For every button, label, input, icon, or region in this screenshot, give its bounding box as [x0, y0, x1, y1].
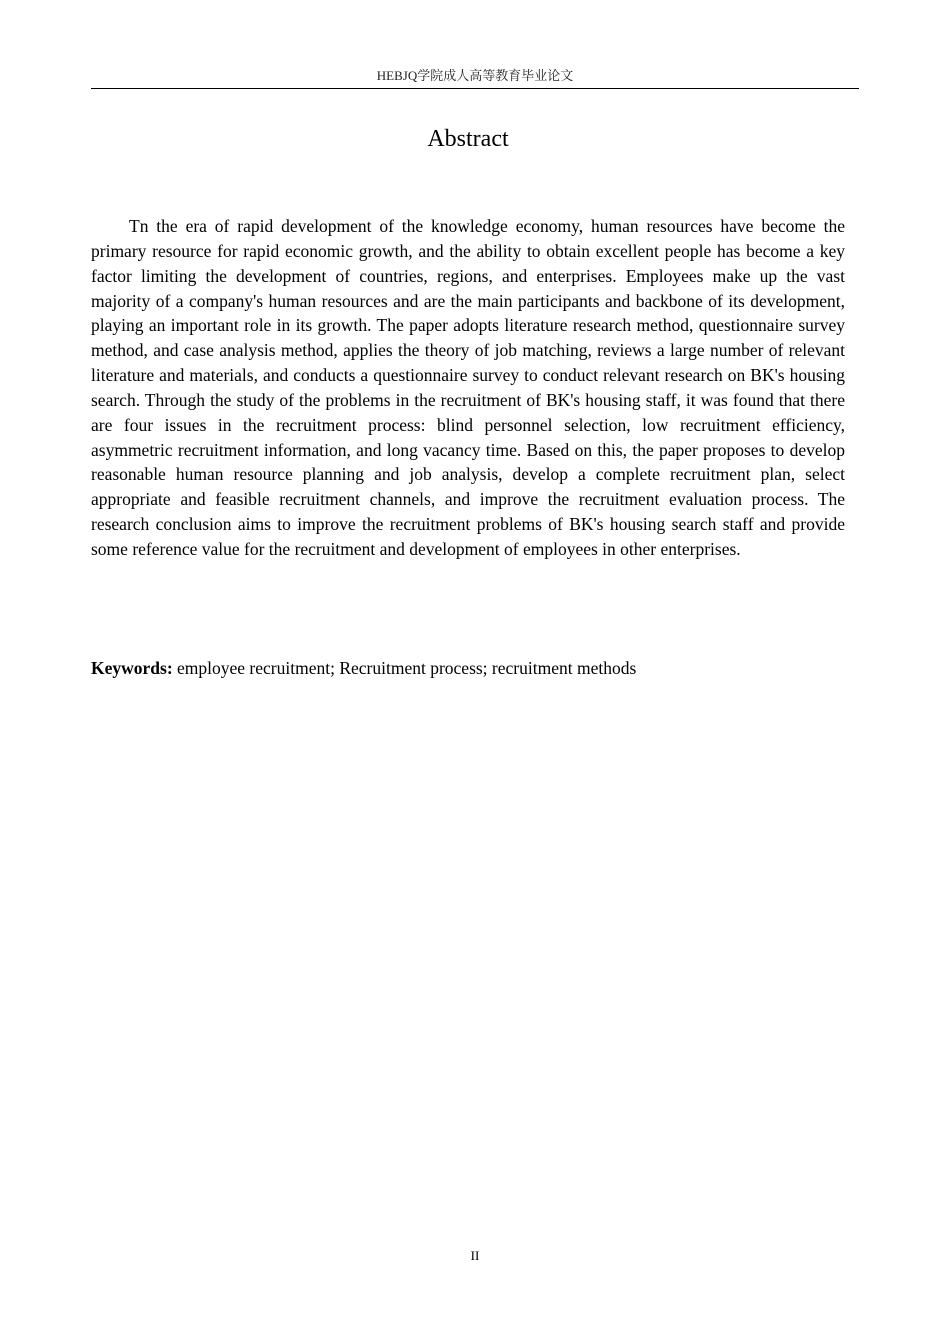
header-text: HEBJQ学院成人高等教育毕业论文 — [376, 68, 574, 83]
page-title: Abstract — [427, 126, 509, 152]
abstract-paragraph: Tn the era of rapid development of the knowledge economy, human resources have become the primary resource for rapid economic growth, and the ability to obtain excellent people has become a key factor limiting the development of countries, regions, and enterprises. Employees make up the vast majority of a company's human resources and are the main participants and backbone of its development, playing an important role in its growth. The paper adopts literature research method, questionnaire survey method, and case analysis method, applies the theory of job matching, reviews a large number of relevant literature and materials, and conducts a questionnaire survey to conduct relevant research on BK's housing search. Through the study of the problems in the recruitment of BK's housing staff, it was found that there are four issues in the recruitment process: blind personnel selection, low recruitment efficiency, asymmetric recruitment information, and long vacancy time. Based on this, the paper proposes to develop reasonable human resource planning and job analysis, develop a complete recruitment plan, select appropriate and feasible recruitment channels, and improve the recruitment evaluation process. The research conclusion aims to improve the recruitment problems of BK's housing search staff and provide some reference value for the recruitment and development of employees in other enterprises. — [91, 216, 845, 559]
page-header — [91, 66, 859, 89]
page-number: II — [470, 1248, 480, 1263]
keywords-text: employee recruitment; Recruitment process; recruitment methods — [172, 658, 637, 678]
keywords-line — [91, 656, 845, 681]
keywords-label: Keywords: — [91, 658, 173, 678]
